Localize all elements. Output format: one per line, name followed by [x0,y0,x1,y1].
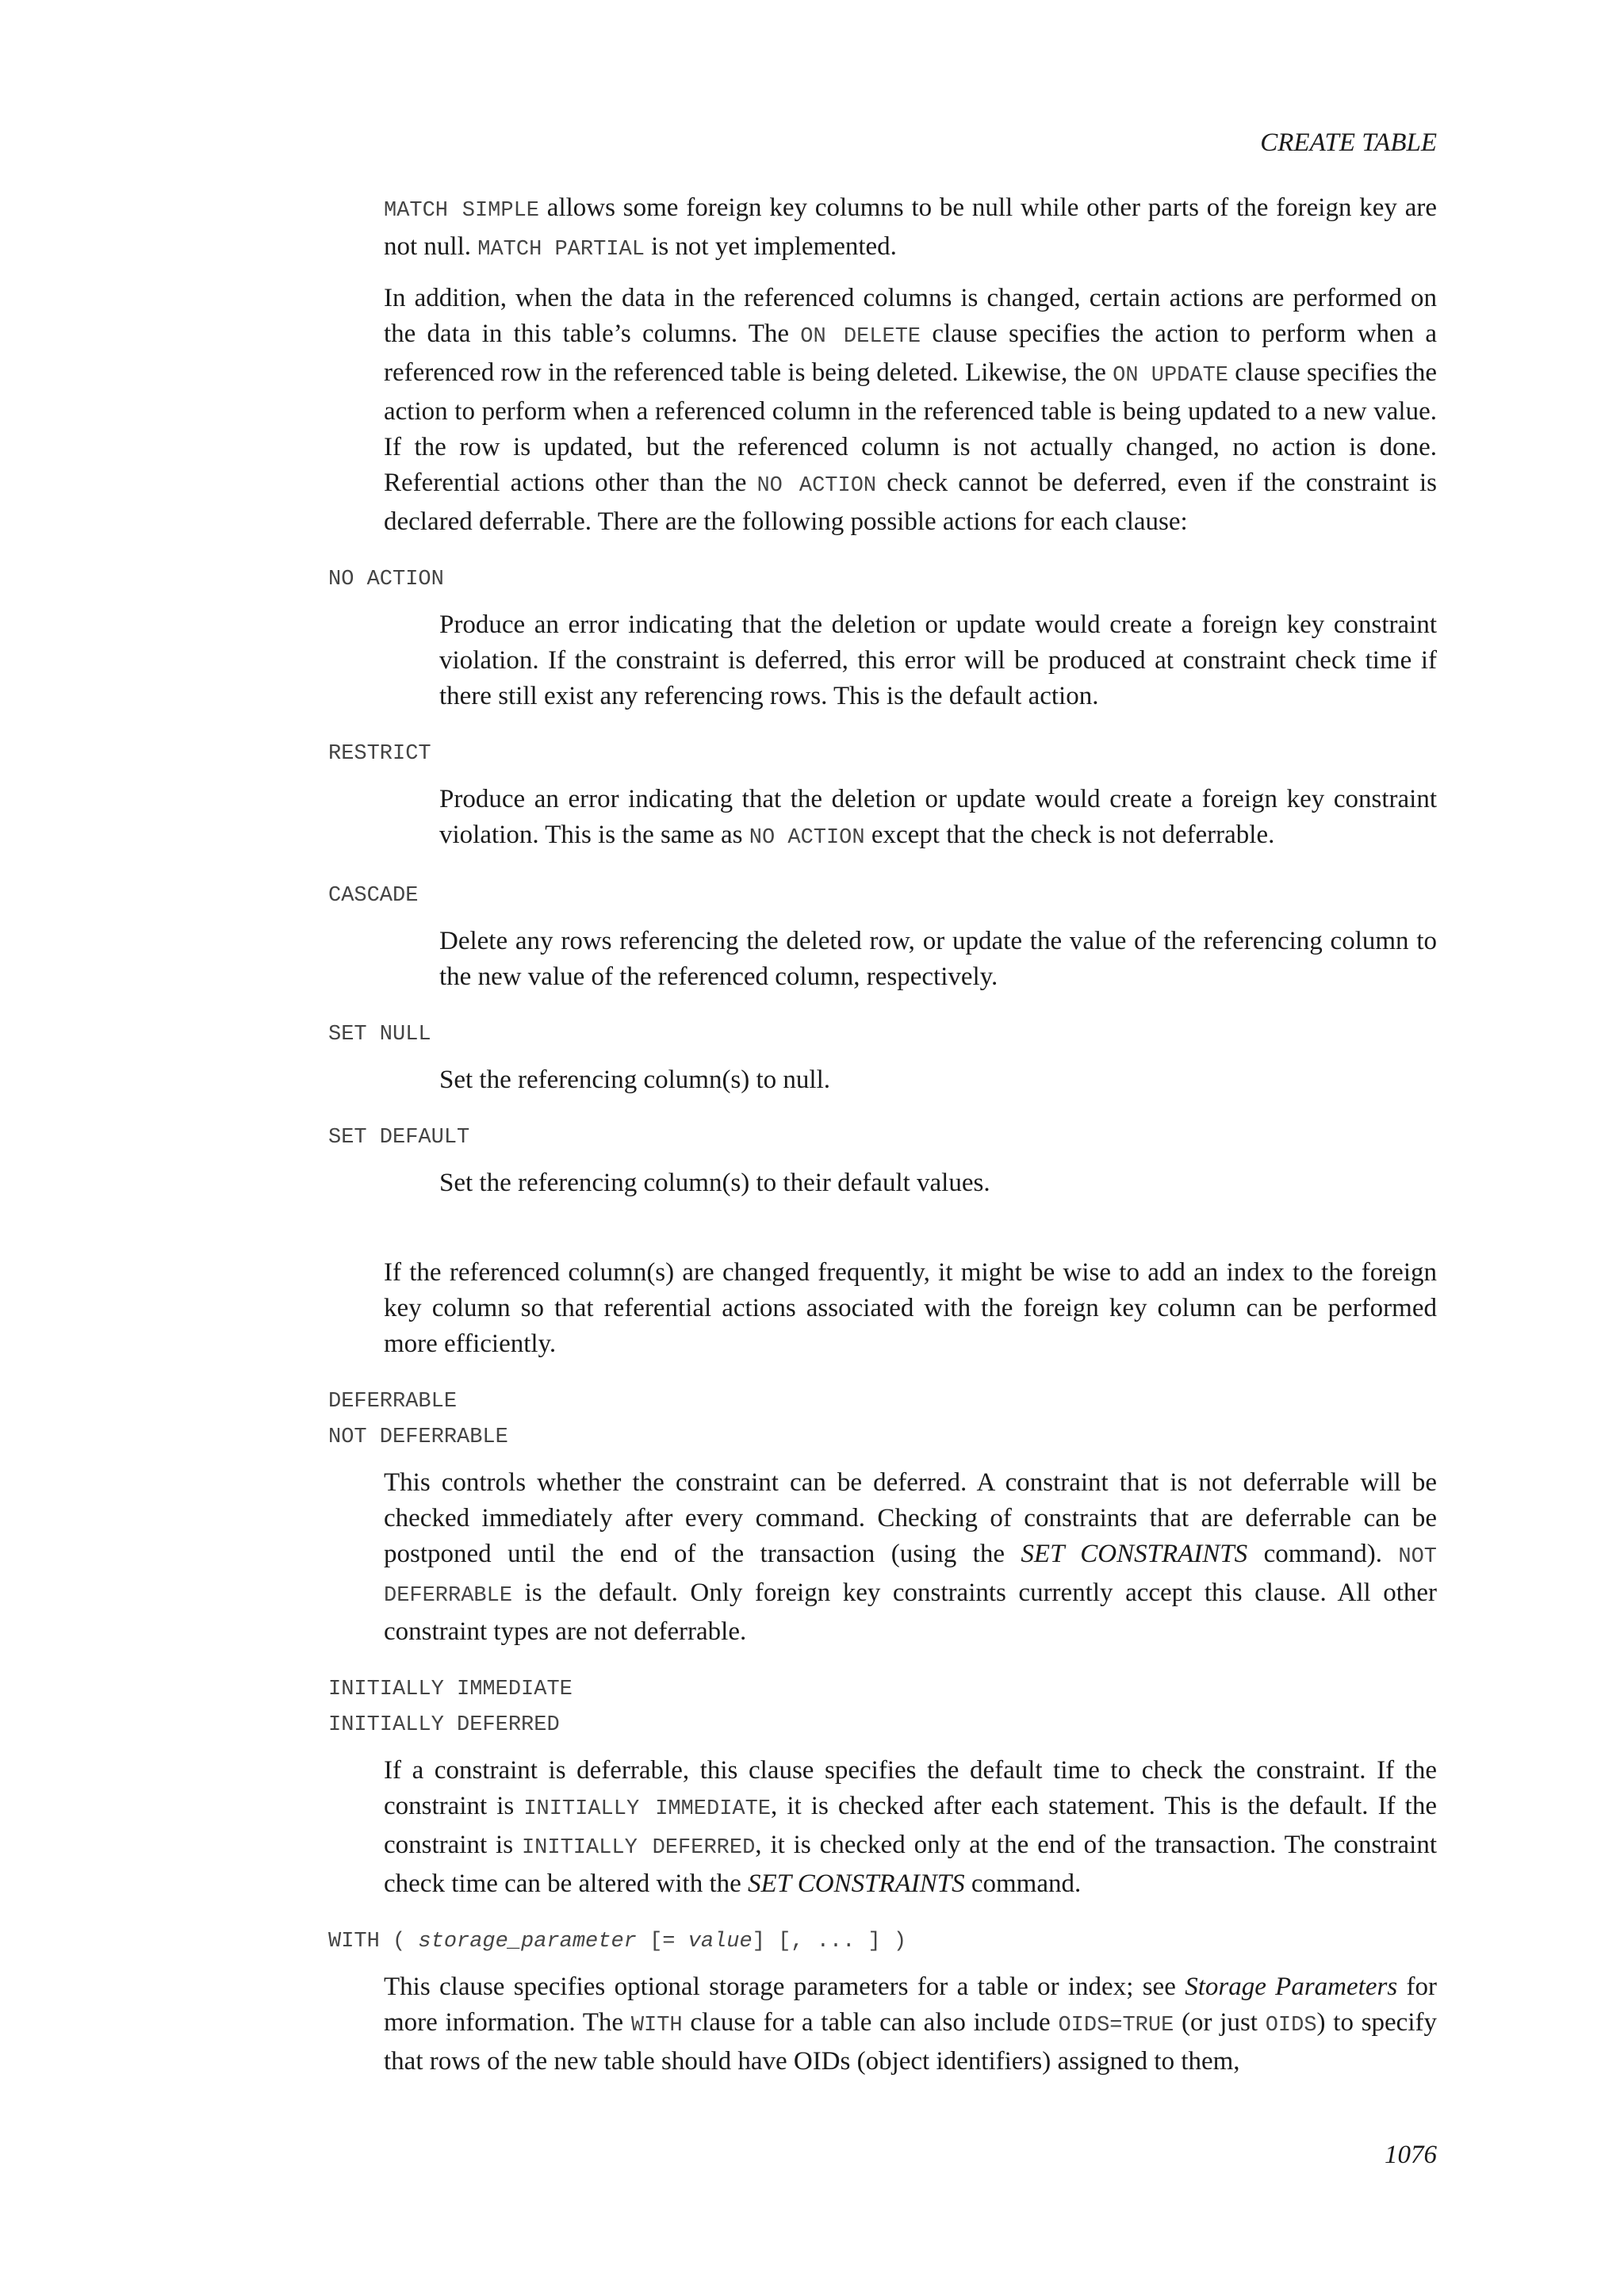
term-label: CASCADE [328,884,419,908]
desc-set-default: Set the referencing column(s) to their default values. [439,1169,990,1197]
term-no-action [328,562,1437,598]
code-no-action: NO ACTION [749,826,865,850]
code-match-simple: MATCH SIMPLE [384,199,539,223]
code-oids-true: OIDS=TRUE [1058,2014,1174,2038]
page-content [328,190,1437,2092]
code-not-deferrable: NOT DEFERRABLE [384,1545,1438,1608]
link-set-constraints: SET CONSTRAINTS [1021,1540,1248,1568]
term-label: DEFERRABLE [328,1390,458,1414]
term-label: NO ACTION [328,568,444,591]
term-set-null [328,1017,1437,1053]
code-with: WITH [630,2014,683,2038]
desc-set-null: Set the referencing column(s) to null. [439,1066,831,1094]
desc-cascade: Delete any rows referencing the deleted row, or update the value of the referencing column to the new value of the referenced column, respectively. [439,927,1437,991]
code-on-update: ON UPDATE [1113,364,1228,388]
term-label: SET NULL [328,1023,431,1047]
term-deferrable [328,1384,1437,1456]
link-storage-parameters: Storage Parameters [1185,1973,1398,2001]
desc-initially: If a constraint is deferrable, this clause specifies the default time to check the constraint. If the constraint is INITIALLY IMMEDIATE, it is checked after each statement. This is the default. If the constraint is INITIALLY DEFERRED, it is checked only at the end of the transaction. The constraint check time can be altered with the SET CONSTRAINTS command. [384,1756,1437,1898]
spacer [328,1214,1437,1255]
term-label: RESTRICT [328,742,431,766]
term-label: INITIALLY IMMEDIATE [328,1678,573,1701]
term-initially [328,1672,1437,1743]
code-initially-immediate: INITIALLY IMMEDIATE [523,1797,772,1821]
code-initially-deferred: INITIALLY DEFERRED [521,1836,756,1860]
term-cascade [328,878,1437,914]
index-advice-paragraph: If the referenced column(s) are changed frequently, it might be wise to add an index to the foreign key column so that referential actions associated with the foreign key column can be performed more efficiently. [384,1258,1437,1358]
desc-with: This clause specifies optional storage parameters for a table or index; see Storage Parameters for more information. The WITH clause for a table can also include OIDS=TRUE (or just OIDS) to specify that rows of the new table should have OIDs (object identifiers) assigned to them, [384,1973,1437,2076]
term-set-default [328,1120,1437,1156]
term-label: WITH ( storage_parameter [= value] [, ... ] ) [328,1930,907,1954]
code-oids: OIDS [1265,2014,1317,2038]
running-header: CREATE TABLE [1260,128,1437,157]
term-label: SET DEFAULT [328,1126,470,1150]
term-label: NOT DEFERRABLE [328,1425,508,1449]
page-number: 1076 [1385,2141,1437,2169]
term-label: INITIALLY DEFERRED [328,1713,560,1737]
term-with [328,1924,1437,1960]
referential-actions-paragraph: In addition, when the data in the referenced columns is changed, certain actions are performed on the data in this table’s columns. The ON DELETE clause specifies the action to perform when a referenced row in the referenced table is being deleted. Likewise, the ON UPDATE clause specifies the action to perform when a referenced column in the referenced table is being updated to a new value. If the row is updated, but the referenced column is not actually changed, no action is done. Referential actions other than the NO ACTION check cannot be deferred, even if the constraint is declared deferrable. There are the following possible actions for each clause: [384,284,1438,536]
desc-no-action: Produce an error indicating that the deletion or update would create a foreign key constraint violation. If the constraint is deferred, this error will be produced at constraint check time if there still exist any referencing rows. This is the default action. [439,610,1437,710]
code-no-action: NO ACTION [756,474,877,498]
desc-restrict: Produce an error indicating that the deletion or update would create a foreign key constraint violation. This is the same as NO ACTION except that the check is not deferrable. [439,785,1437,850]
term-restrict [328,737,1437,772]
code-on-delete: ON DELETE [800,325,921,349]
desc-deferrable: This controls whether the constraint can be deferred. A constraint that is not deferrable will be checked immediately after every command. Checking of constraints that are deferrable can be postponed until the end of the transaction (using the SET CONSTRAINTS command). NOT DEFERRABLE is the default. Only foreign key constraints currently accept this clause. All other constraint types are not deferrable. [384,1468,1438,1646]
code-match-partial: MATCH PARTIAL [477,238,645,262]
link-set-constraints: SET CONSTRAINTS [748,1869,965,1898]
match-simple-paragraph: MATCH SIMPLE allows some foreign key columns to be null while other parts of the foreign key are not null. MATCH PARTIAL is not yet implemented. [384,193,1438,262]
